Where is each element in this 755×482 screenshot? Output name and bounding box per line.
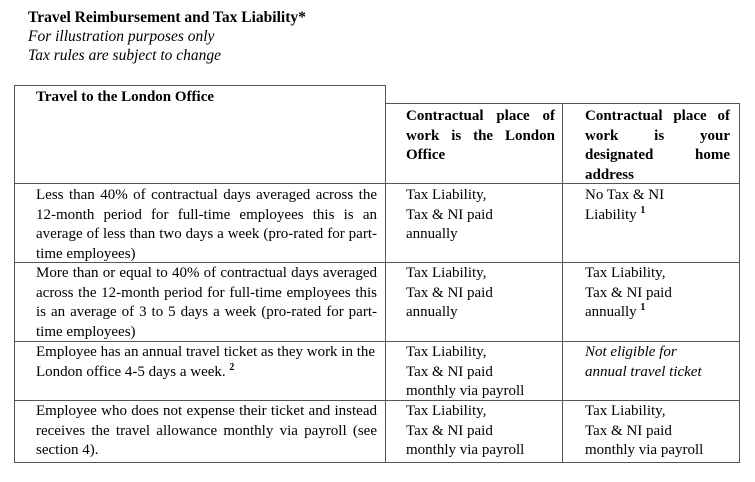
- table-right-border: [739, 103, 740, 463]
- table-bottom-border: [14, 462, 740, 463]
- home-cell: No Tax & NI Liability $^1$: [585, 187, 665, 223]
- home-cell: Tax Liability, Tax & NI paid monthly via payroll: [585, 403, 704, 458]
- column-divider: [562, 103, 563, 463]
- table-left-border: [14, 85, 15, 463]
- condition-cell: Employee has an annual travel ticket as they work in the London office 4-5 days a week. $^2$: [36, 344, 376, 380]
- home-cell: Tax Liability, Tax & NI paid annually $^1$: [585, 265, 672, 320]
- london-cell: Tax Liability, Tax & NI paid annually: [406, 187, 493, 242]
- home-cell: Not eligible for annual travel ticket: [585, 344, 702, 380]
- london-cell: Tax Liability, Tax & NI paid monthly via payroll: [406, 403, 525, 458]
- london-cell: Tax Liability, Tax & NI paid monthly via payroll: [406, 344, 525, 399]
- condition-cell: Less than 40% of contractual days averaged across the 12-month period for full-time employees this is an average of less than two days a week (pro-rated for part-time employees): [36, 187, 377, 262]
- document-title: Travel Reimbursement and Tax Liability*: [28, 9, 306, 26]
- tax-rules-note: Tax rules are subject to change: [28, 47, 222, 64]
- column-header-home: Contractual place of work is your designated home address: [585, 108, 730, 183]
- column-divider: [385, 85, 386, 463]
- condition-cell: More than or equal to 40% of contractual days averaged across the 12-month period for full-time employees this is an average of 3 to 5 days a week (pro-rated for part-time employees): [36, 265, 377, 340]
- corner-header: Travel to the London Office: [36, 89, 215, 105]
- row-divider: [14, 400, 740, 401]
- document-header: [28, 8, 306, 65]
- table-top-border: [14, 85, 385, 86]
- column-header-london: Contractual place of work is the London Office: [406, 108, 555, 163]
- london-cell: Tax Liability, Tax & NI paid annually: [406, 265, 493, 320]
- illustration-note: For illustration purposes only: [28, 28, 215, 45]
- condition-cell: Employee who does not expense their ticket and instead receives the travel allowance monthly via payroll (see section 4).: [36, 403, 377, 458]
